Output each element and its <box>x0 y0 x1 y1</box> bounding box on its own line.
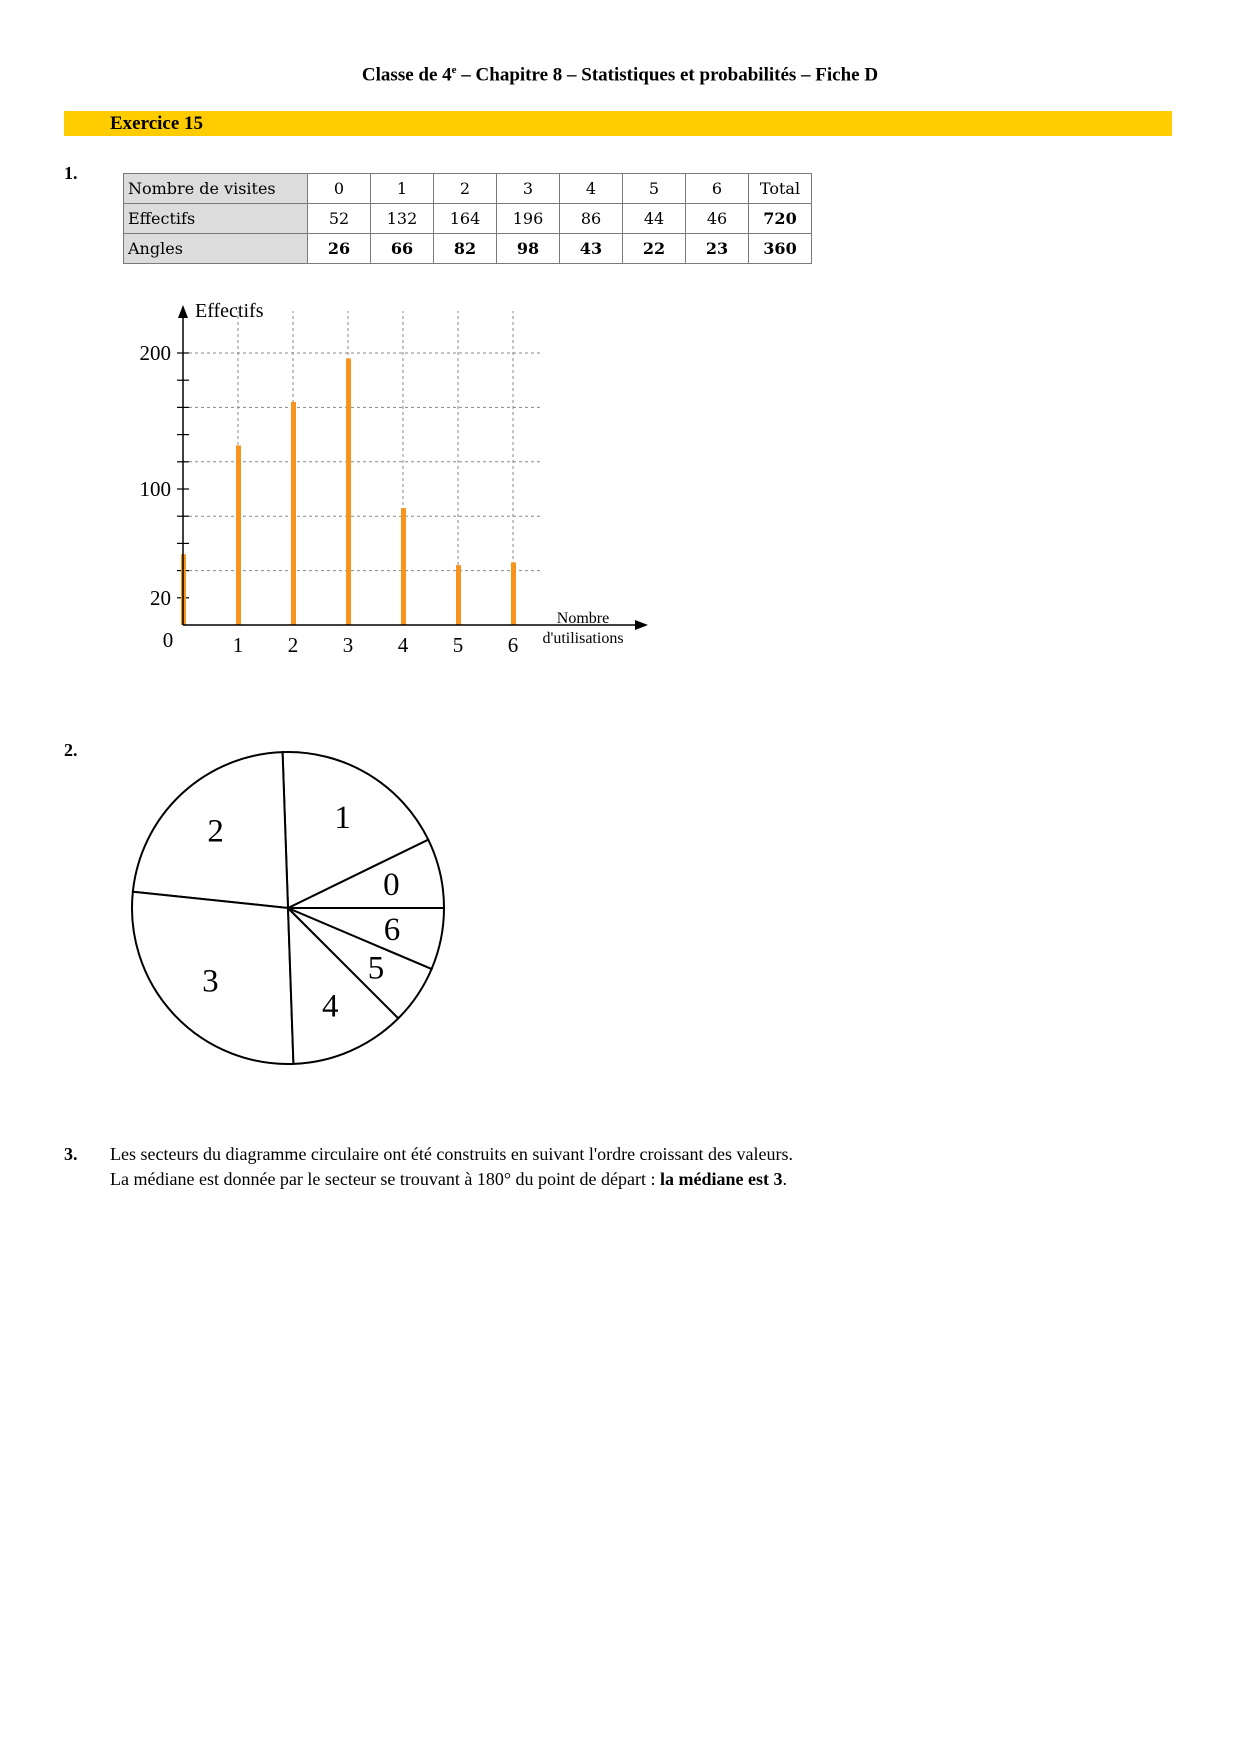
frequency-table <box>123 173 812 264</box>
pie-slice-label: 3 <box>202 963 219 1000</box>
question-2-number: 2. <box>64 740 78 760</box>
exercise-banner <box>64 111 1172 136</box>
y-axis-title: Effectifs <box>195 300 264 322</box>
median-conclusion: la médiane est 3 <box>660 1169 783 1189</box>
x-axis-arrow <box>635 620 648 630</box>
table-cell: 23 <box>686 234 749 264</box>
x-tick-label: 6 <box>507 633 519 657</box>
table-cell: Effectifs <box>124 204 308 234</box>
bar <box>456 565 461 625</box>
table-cell: Angles <box>124 234 308 264</box>
table-cell: 132 <box>371 204 434 234</box>
answer-line-2: La médiane est donnée par le secteur se trouvant à 180° du point de départ : la médiane est 3. <box>110 1169 787 1189</box>
pie-slice-label: 1 <box>334 800 351 837</box>
table-cell: 1 <box>371 174 434 204</box>
answer-line-1: Les secteurs du diagramme circulaire ont été construits en suivant l'ordre croissant des valeurs. <box>110 1144 794 1164</box>
table-cell: 66 <box>371 234 434 264</box>
x-tick-label: 3 <box>342 633 354 657</box>
answer-text <box>110 1142 793 1192</box>
y-tick-label: 100 <box>139 477 171 501</box>
table-cell: 52 <box>308 204 371 234</box>
exercise-label: Exercice 15 <box>110 113 204 134</box>
table-row-effectifs <box>124 204 812 234</box>
table-cell: 3 <box>497 174 560 204</box>
question-1-number: 1. <box>64 163 78 183</box>
table-cell: 82 <box>434 234 497 264</box>
table-cell: 98 <box>497 234 560 264</box>
x-tick-label: 4 <box>397 633 409 657</box>
x-tick-label: 2 <box>287 633 299 657</box>
x-tick-label: 1 <box>232 633 244 657</box>
pie-slice-label: 4 <box>322 988 339 1025</box>
pie-slice-label: 0 <box>383 867 400 904</box>
table-cell: 360 <box>749 234 812 264</box>
table-cell: 2 <box>434 174 497 204</box>
pie-chart <box>120 740 470 1090</box>
y-axis-arrow <box>178 305 188 318</box>
table-cell: 720 <box>749 204 812 234</box>
table-cell: 164 <box>434 204 497 234</box>
bar <box>401 508 406 625</box>
table-cell: Total <box>749 174 812 204</box>
table-cell: 86 <box>560 204 623 234</box>
table-cell: 22 <box>623 234 686 264</box>
table-cell: 46 <box>686 204 749 234</box>
page-title: Classe de 4e – Chapitre 8 – Statistiques et probabilités – Fiche D <box>361 64 879 86</box>
x-axis-title: d'utilisations <box>542 630 624 647</box>
table-cell: 5 <box>623 174 686 204</box>
bar <box>511 562 516 625</box>
y-tick-label: 200 <box>139 341 171 365</box>
bar <box>291 402 296 625</box>
question-3-number: 3. <box>64 1144 78 1164</box>
pie-slice-label: 6 <box>383 912 401 949</box>
table-cell: 26 <box>308 234 371 264</box>
table-cell: 44 <box>623 204 686 234</box>
pie-slice-label: 5 <box>367 950 385 987</box>
bar <box>236 445 241 625</box>
pie-slice-label: 2 <box>207 813 224 850</box>
bar-chart <box>120 290 660 670</box>
x-tick-label: 5 <box>452 633 464 657</box>
table-row-angles <box>124 234 812 264</box>
table-cell: 4 <box>560 174 623 204</box>
table-cell: Nombre de visites <box>124 174 308 204</box>
table-cell: 196 <box>497 204 560 234</box>
table-cell: 43 <box>560 234 623 264</box>
x-axis-title: Nombre <box>556 610 610 627</box>
table-row-visits <box>124 174 812 204</box>
table-cell: 6 <box>686 174 749 204</box>
bar <box>346 358 351 625</box>
y-tick-label: 20 <box>150 585 171 610</box>
table-cell: 0 <box>308 174 371 204</box>
x-tick-label: 0 <box>162 628 174 652</box>
